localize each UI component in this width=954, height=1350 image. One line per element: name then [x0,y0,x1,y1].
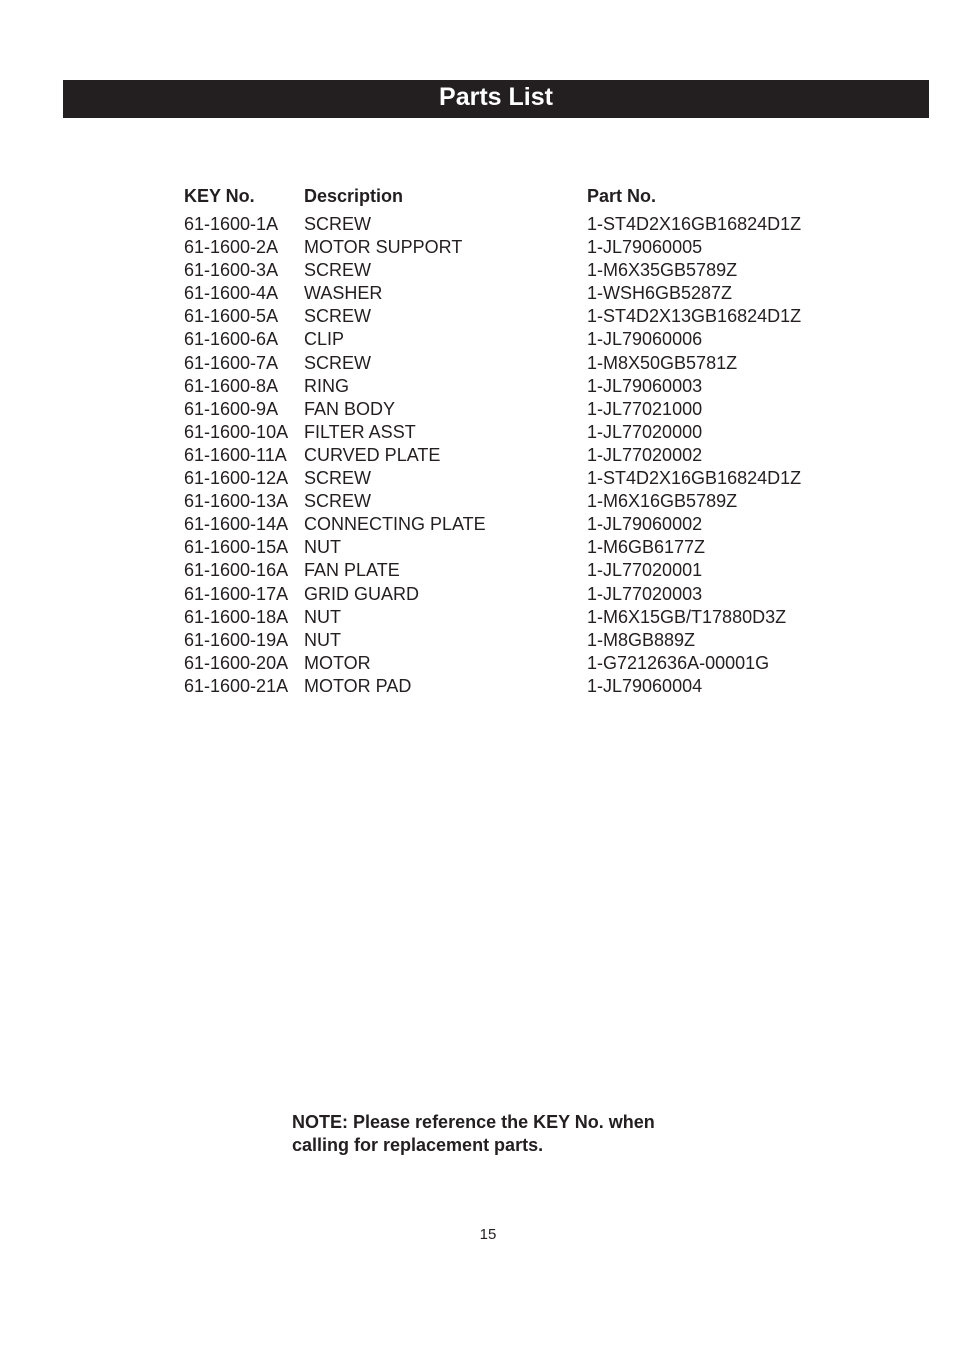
description-cell: SCREW [304,468,371,489]
key-no-cell: 61-1600-16A [184,560,289,581]
part-no-cell: 1-JL77020000 [587,421,703,442]
part-no-cell: 1-G7212636A-00001G [587,652,770,673]
table-header-row [184,184,847,213]
description-cell: FILTER ASST [304,421,416,442]
table-row [184,305,847,328]
key-no-cell: 61-1600-4A [184,283,279,304]
part-no-cell: 1-JL77020001 [587,560,703,581]
part-no-cell: 1-JL79060006 [587,329,703,350]
part-no-cell: 1-JL77020002 [587,444,703,465]
part-no-cell: 1-WSH6GB5287Z [587,283,733,304]
key-no-cell: 61-1600-9A [184,398,279,419]
replacement-parts-note [292,1111,655,1157]
table-row [184,583,847,606]
key-no-cell: 61-1600-3A [184,260,279,281]
table-row [184,467,847,490]
key-no-cell: 61-1600-6A [184,329,279,350]
key-no-cell: 61-1600-14A [184,514,289,535]
table-row [184,675,847,698]
part-no-cell: 1-JL79060005 [587,237,703,258]
table-row [184,375,847,398]
part-no-cell: 1-M6X15GB/T17880D3Z [587,606,787,627]
table-row [184,259,847,282]
table-row [184,536,847,559]
page-number: 15 [479,1226,497,1243]
description-cell: MOTOR SUPPORT [304,237,463,258]
key-no-cell: 61-1600-21A [184,675,289,696]
part-no-cell: 1-ST4D2X16GB16824D1Z [587,214,802,234]
key-no-cell: 61-1600-19A [184,629,289,650]
key-no-cell: 61-1600-15A [184,537,289,558]
key-no-cell: 61-1600-10A [184,421,289,442]
description-cell: SCREW [304,352,371,373]
part-no-cell: 1-M8X50GB5781Z [587,352,738,373]
description-cell: SCREW [304,306,371,327]
column-header-description: Description [304,186,404,206]
table-row [184,328,847,351]
part-no-cell: 1-JL77021000 [587,398,703,419]
table-row [184,629,847,652]
key-no-cell: 61-1600-18A [184,606,289,627]
column-header-part-no: Part No. [587,186,657,206]
part-no-cell: 1-JL77020003 [587,583,703,604]
description-cell: NUT [304,537,341,558]
key-no-cell: 61-1600-12A [184,468,289,489]
part-no-cell: 1-M8GB889Z [587,629,696,650]
description-cell: GRID GUARD [304,583,420,604]
description-cell: FAN BODY [304,398,396,419]
part-no-cell: 1-JL79060004 [587,675,703,696]
description-cell: CONNECTING PLATE [304,514,486,535]
note-line-1: NOTE: Please reference the KEY No. when [292,1112,655,1132]
key-no-cell: 61-1600-2A [184,237,279,258]
description-cell: SCREW [304,214,371,234]
parts-table-body [184,213,847,698]
key-no-cell: 61-1600-11A [184,444,287,465]
part-no-cell: 1-M6X16GB5789Z [587,491,738,512]
title-bar [63,80,929,118]
description-cell: WASHER [304,283,383,304]
key-no-cell: 61-1600-17A [184,583,289,604]
note-line-2: calling for replacement parts. [292,1135,544,1155]
table-row [184,213,847,236]
key-no-cell: 61-1600-1A [184,214,279,234]
description-cell: SCREW [304,260,371,281]
table-row [184,282,847,305]
description-cell: CURVED PLATE [304,444,441,465]
description-cell: RING [304,375,349,396]
table-row [184,606,847,629]
parts-table [184,184,847,698]
key-no-cell: 61-1600-5A [184,306,279,327]
description-cell: MOTOR PAD [304,675,412,696]
page-title: Parts List [439,82,553,111]
key-no-cell: 61-1600-13A [184,491,289,512]
description-cell: SCREW [304,491,371,512]
table-row [184,490,847,513]
table-row [184,236,847,259]
table-row [184,513,847,536]
table-row [184,352,847,375]
description-cell: NUT [304,606,341,627]
key-no-cell: 61-1600-8A [184,375,279,396]
table-row [184,398,847,421]
description-cell: MOTOR [304,652,371,673]
part-no-cell: 1-M6GB6177Z [587,537,706,558]
part-no-cell: 1-ST4D2X13GB16824D1Z [587,306,802,327]
part-no-cell: 1-JL79060003 [587,375,703,396]
part-no-cell: 1-JL79060002 [587,514,703,535]
description-cell: NUT [304,629,341,650]
description-cell: FAN PLATE [304,560,400,581]
column-header-key-no: KEY No. [184,186,255,206]
table-row [184,444,847,467]
description-cell: CLIP [304,329,345,350]
part-no-cell: 1-ST4D2X16GB16824D1Z [587,468,802,489]
key-no-cell: 61-1600-20A [184,652,289,673]
table-row [184,421,847,444]
part-no-cell: 1-M6X35GB5789Z [587,260,738,281]
table-row [184,559,847,582]
key-no-cell: 61-1600-7A [184,352,279,373]
table-row [184,652,847,675]
